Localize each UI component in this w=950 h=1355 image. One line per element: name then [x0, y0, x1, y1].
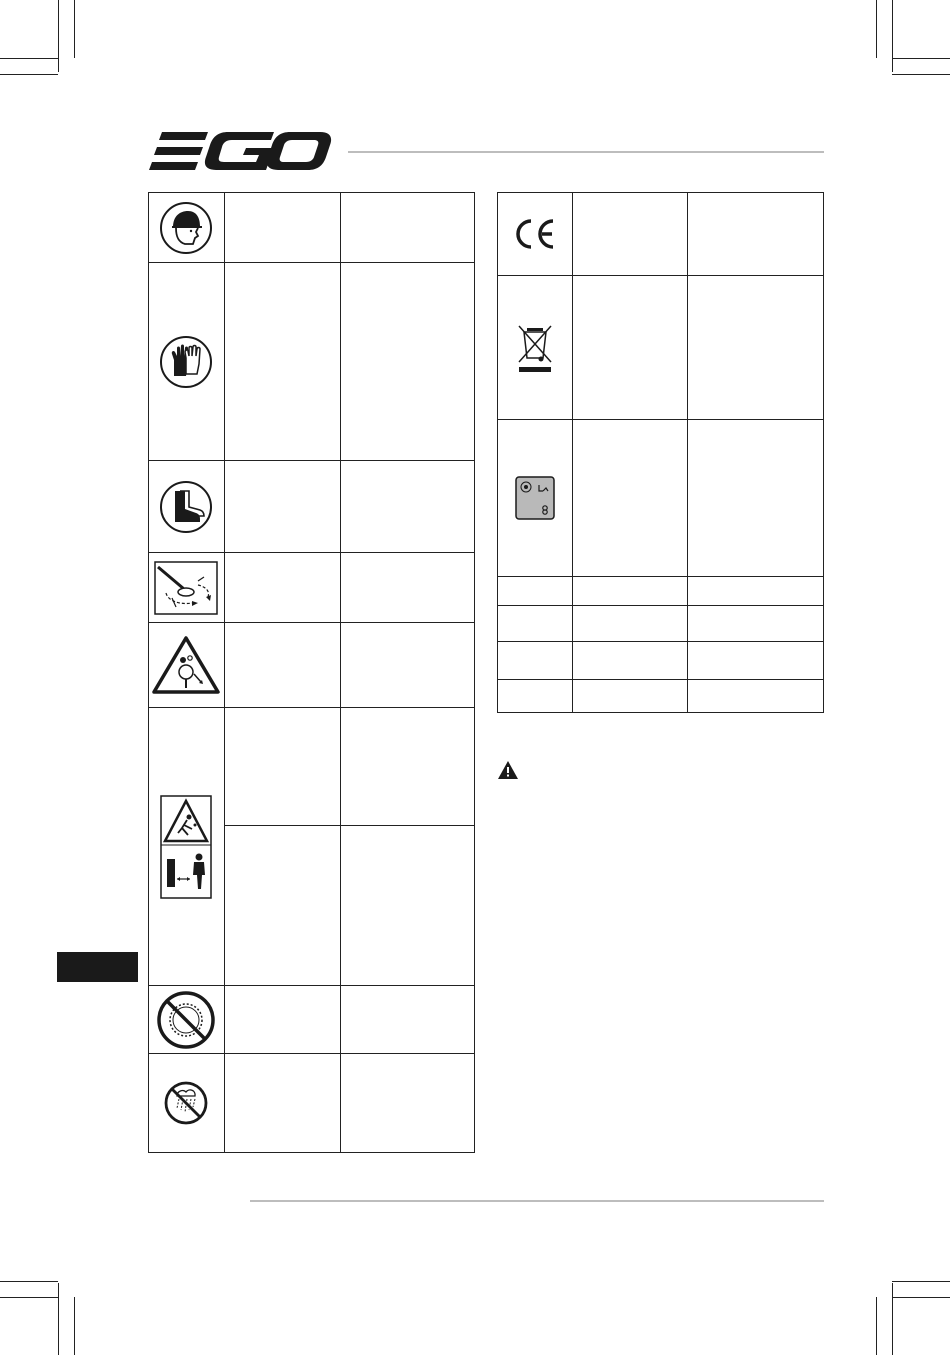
table-row: [149, 986, 475, 1054]
warning-triangle-icon: [497, 760, 519, 780]
left-symbol-table: [148, 192, 475, 1153]
symbol-cell: [149, 1054, 225, 1153]
description-cell: [572, 577, 688, 606]
gloves-icon: [158, 334, 214, 390]
table-row: [149, 623, 475, 708]
ego-logo: [148, 130, 332, 172]
symbol-cell: [149, 461, 225, 553]
crop-mark: [892, 0, 893, 72]
symbol-cell: [149, 553, 225, 623]
head-protection-icon: [158, 200, 214, 256]
crop-mark: [0, 1281, 58, 1282]
crop-mark: [58, 0, 59, 72]
description-cell: [340, 461, 474, 553]
description-cell: [224, 263, 340, 461]
table-row: [149, 263, 475, 461]
crop-mark: [0, 58, 58, 59]
symbol-cell: [498, 577, 573, 606]
symbol-cell: [149, 708, 225, 986]
crop-mark: [58, 1283, 59, 1355]
crop-mark: [0, 1297, 58, 1298]
symbol-cell: [149, 193, 225, 263]
description-cell: [340, 263, 474, 461]
description-cell: [224, 623, 340, 708]
description-cell: [572, 276, 688, 420]
crop-mark: [74, 1297, 75, 1355]
description-cell: [224, 708, 340, 826]
no-blade-icon: [156, 990, 216, 1050]
description-cell: [224, 193, 340, 263]
symbol-cell: [149, 623, 225, 708]
table-row: [149, 553, 475, 623]
boots-icon: [158, 479, 214, 535]
table-row: [498, 606, 824, 642]
description-cell: [572, 642, 688, 680]
crop-mark: [876, 1297, 877, 1355]
crop-mark: [892, 74, 950, 75]
sound-power-label-icon: [515, 476, 555, 520]
description-cell: [572, 606, 688, 642]
description-cell: [340, 1054, 474, 1153]
description-cell: [340, 826, 474, 986]
table-row: [149, 461, 475, 553]
table-row: [149, 193, 475, 263]
description-cell: [572, 680, 688, 713]
description-cell: [688, 642, 824, 680]
crop-mark: [892, 1297, 950, 1298]
description-cell: [572, 420, 688, 577]
table-row: [498, 680, 824, 713]
symbol-cell: [498, 606, 573, 642]
crop-mark: [0, 74, 58, 75]
description-cell: [688, 276, 824, 420]
table-row: [498, 642, 824, 680]
symbol-cell: [498, 642, 573, 680]
description-cell: [688, 680, 824, 713]
description-cell: [688, 577, 824, 606]
crop-mark: [74, 0, 75, 58]
symbol-cell: [498, 193, 573, 276]
description-cell: [224, 826, 340, 986]
table-row: [498, 193, 824, 276]
crop-mark: [876, 0, 877, 58]
description-cell: [572, 193, 688, 276]
crop-mark: [892, 1283, 893, 1355]
description-cell: [688, 420, 824, 577]
no-rain-icon: [163, 1080, 209, 1126]
description-cell: [340, 986, 474, 1054]
table-row: [149, 1054, 475, 1153]
weee-bin-icon: [515, 322, 555, 374]
description-cell: [688, 193, 824, 276]
language-tab: [57, 952, 138, 982]
symbol-cell: [149, 986, 225, 1054]
crop-mark: [892, 1281, 950, 1282]
description-cell: [340, 708, 474, 826]
right-symbol-table: [497, 192, 824, 713]
cutting-head-rotation-icon: [154, 561, 218, 615]
symbol-cell: [498, 680, 573, 713]
table-row: [498, 420, 824, 577]
description-cell: [224, 553, 340, 623]
crop-mark: [892, 58, 950, 59]
footer-rule: [250, 1200, 824, 1202]
description-cell: [340, 553, 474, 623]
table-row: [498, 276, 824, 420]
description-cell: [224, 461, 340, 553]
header-rule: [348, 151, 824, 153]
symbol-cell: [498, 276, 573, 420]
description-cell: [340, 623, 474, 708]
table-row: [498, 577, 824, 606]
description-cell: [224, 1054, 340, 1153]
description-cell: [224, 986, 340, 1054]
ce-mark-icon: [513, 217, 557, 251]
bystander-distance-icon: [160, 795, 212, 899]
symbol-cell: [498, 420, 573, 577]
description-cell: [688, 606, 824, 642]
table-row: [149, 708, 475, 826]
description-cell: [340, 193, 474, 263]
symbol-cell: [149, 263, 225, 461]
thrown-objects-warning-icon: [151, 634, 221, 696]
